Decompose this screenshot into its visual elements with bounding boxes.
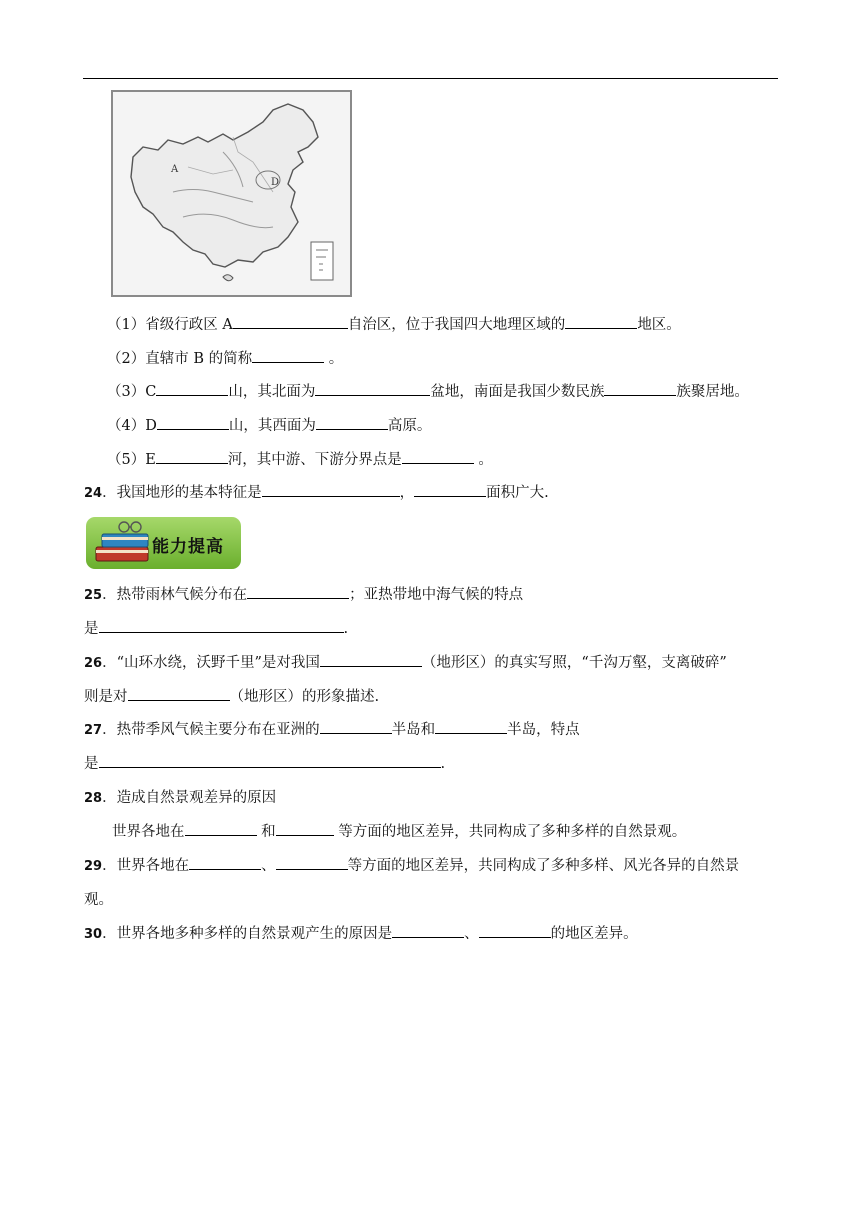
answer-blank[interactable]	[247, 585, 349, 599]
question-25: 25．热带雨林气候分布在 ；亚热带地中海气候的特点	[84, 587, 524, 603]
answer-blank[interactable]	[320, 720, 392, 734]
q23-item-4: （4）D 山，其西面为 高原。	[107, 418, 432, 434]
q23-item-5: （5）E 河，其中游、下游分界点是 。	[107, 452, 493, 468]
question-25-line-2: 是 .	[84, 621, 349, 637]
answer-blank[interactable]	[185, 822, 257, 836]
question-24: 24．我国地形的基本特征是 ， 面积广大.	[84, 485, 549, 501]
section-badge	[86, 517, 241, 569]
answer-blank[interactable]	[479, 924, 551, 938]
answer-blank[interactable]	[316, 416, 388, 430]
section-title: 能力提高	[152, 537, 224, 557]
answer-blank[interactable]	[128, 687, 230, 701]
answer-blank[interactable]	[99, 754, 441, 768]
answer-blank[interactable]	[414, 483, 486, 497]
answer-blank[interactable]	[392, 924, 464, 938]
answer-blank[interactable]	[189, 856, 261, 870]
answer-blank[interactable]	[435, 720, 507, 734]
question-28-line-2: 世界各地在 和 等方面的地区差异，共同构成了多种多样的自然景观。	[112, 824, 687, 840]
answer-blank[interactable]	[99, 619, 344, 633]
answer-blank[interactable]	[252, 349, 324, 363]
answer-blank[interactable]	[402, 450, 474, 464]
question-30: 30．世界各地多种多样的自然景观产生的原因是 、 的地区差异。	[84, 926, 638, 942]
books-icon	[90, 517, 160, 569]
question-26: 26．“山环水绕，沃野千里”是对我国 （地形区）的真实写照，“千沟万壑，支离破碎”	[84, 655, 727, 671]
question-27: 27．热带季风气候主要分布在亚洲的 半岛和 半岛，特点	[84, 722, 580, 738]
question-29-line-2: 观。	[84, 892, 113, 908]
question-27-line-2: 是 .	[84, 756, 446, 772]
q23-item-3: （3）C 山，其北面为 盆地，南面是我国少数民族 族聚居地。	[107, 384, 749, 400]
q23-item-1: （1）省级行政区 A 自治区，位于我国四大地理区域的 地区。	[107, 317, 681, 333]
answer-blank[interactable]	[565, 315, 637, 329]
answer-blank[interactable]	[604, 382, 676, 396]
china-map-outline	[113, 92, 350, 295]
question-28: 28．造成自然景观差异的原因	[84, 790, 277, 806]
question-26-line-2: 则是对 （地形区）的形象描述.	[84, 689, 380, 705]
answer-blank[interactable]	[315, 382, 430, 396]
answer-blank[interactable]	[320, 653, 422, 667]
map-label-a: A	[171, 164, 179, 175]
answer-blank[interactable]	[156, 382, 228, 396]
answer-blank[interactable]	[233, 315, 348, 329]
answer-blank[interactable]	[156, 450, 228, 464]
header-rule	[83, 78, 778, 79]
answer-blank[interactable]	[262, 483, 400, 497]
q23-item-2: （2）直辖市 B 的简称 。	[107, 351, 344, 367]
answer-blank[interactable]	[276, 822, 334, 836]
answer-blank[interactable]	[157, 416, 229, 430]
china-map-image	[111, 90, 352, 297]
map-label-d: D	[271, 177, 280, 188]
answer-blank[interactable]	[276, 856, 348, 870]
question-29: 29．世界各地在 、 等方面的地区差异，共同构成了多种多样、风光各异的自然景	[84, 858, 740, 874]
